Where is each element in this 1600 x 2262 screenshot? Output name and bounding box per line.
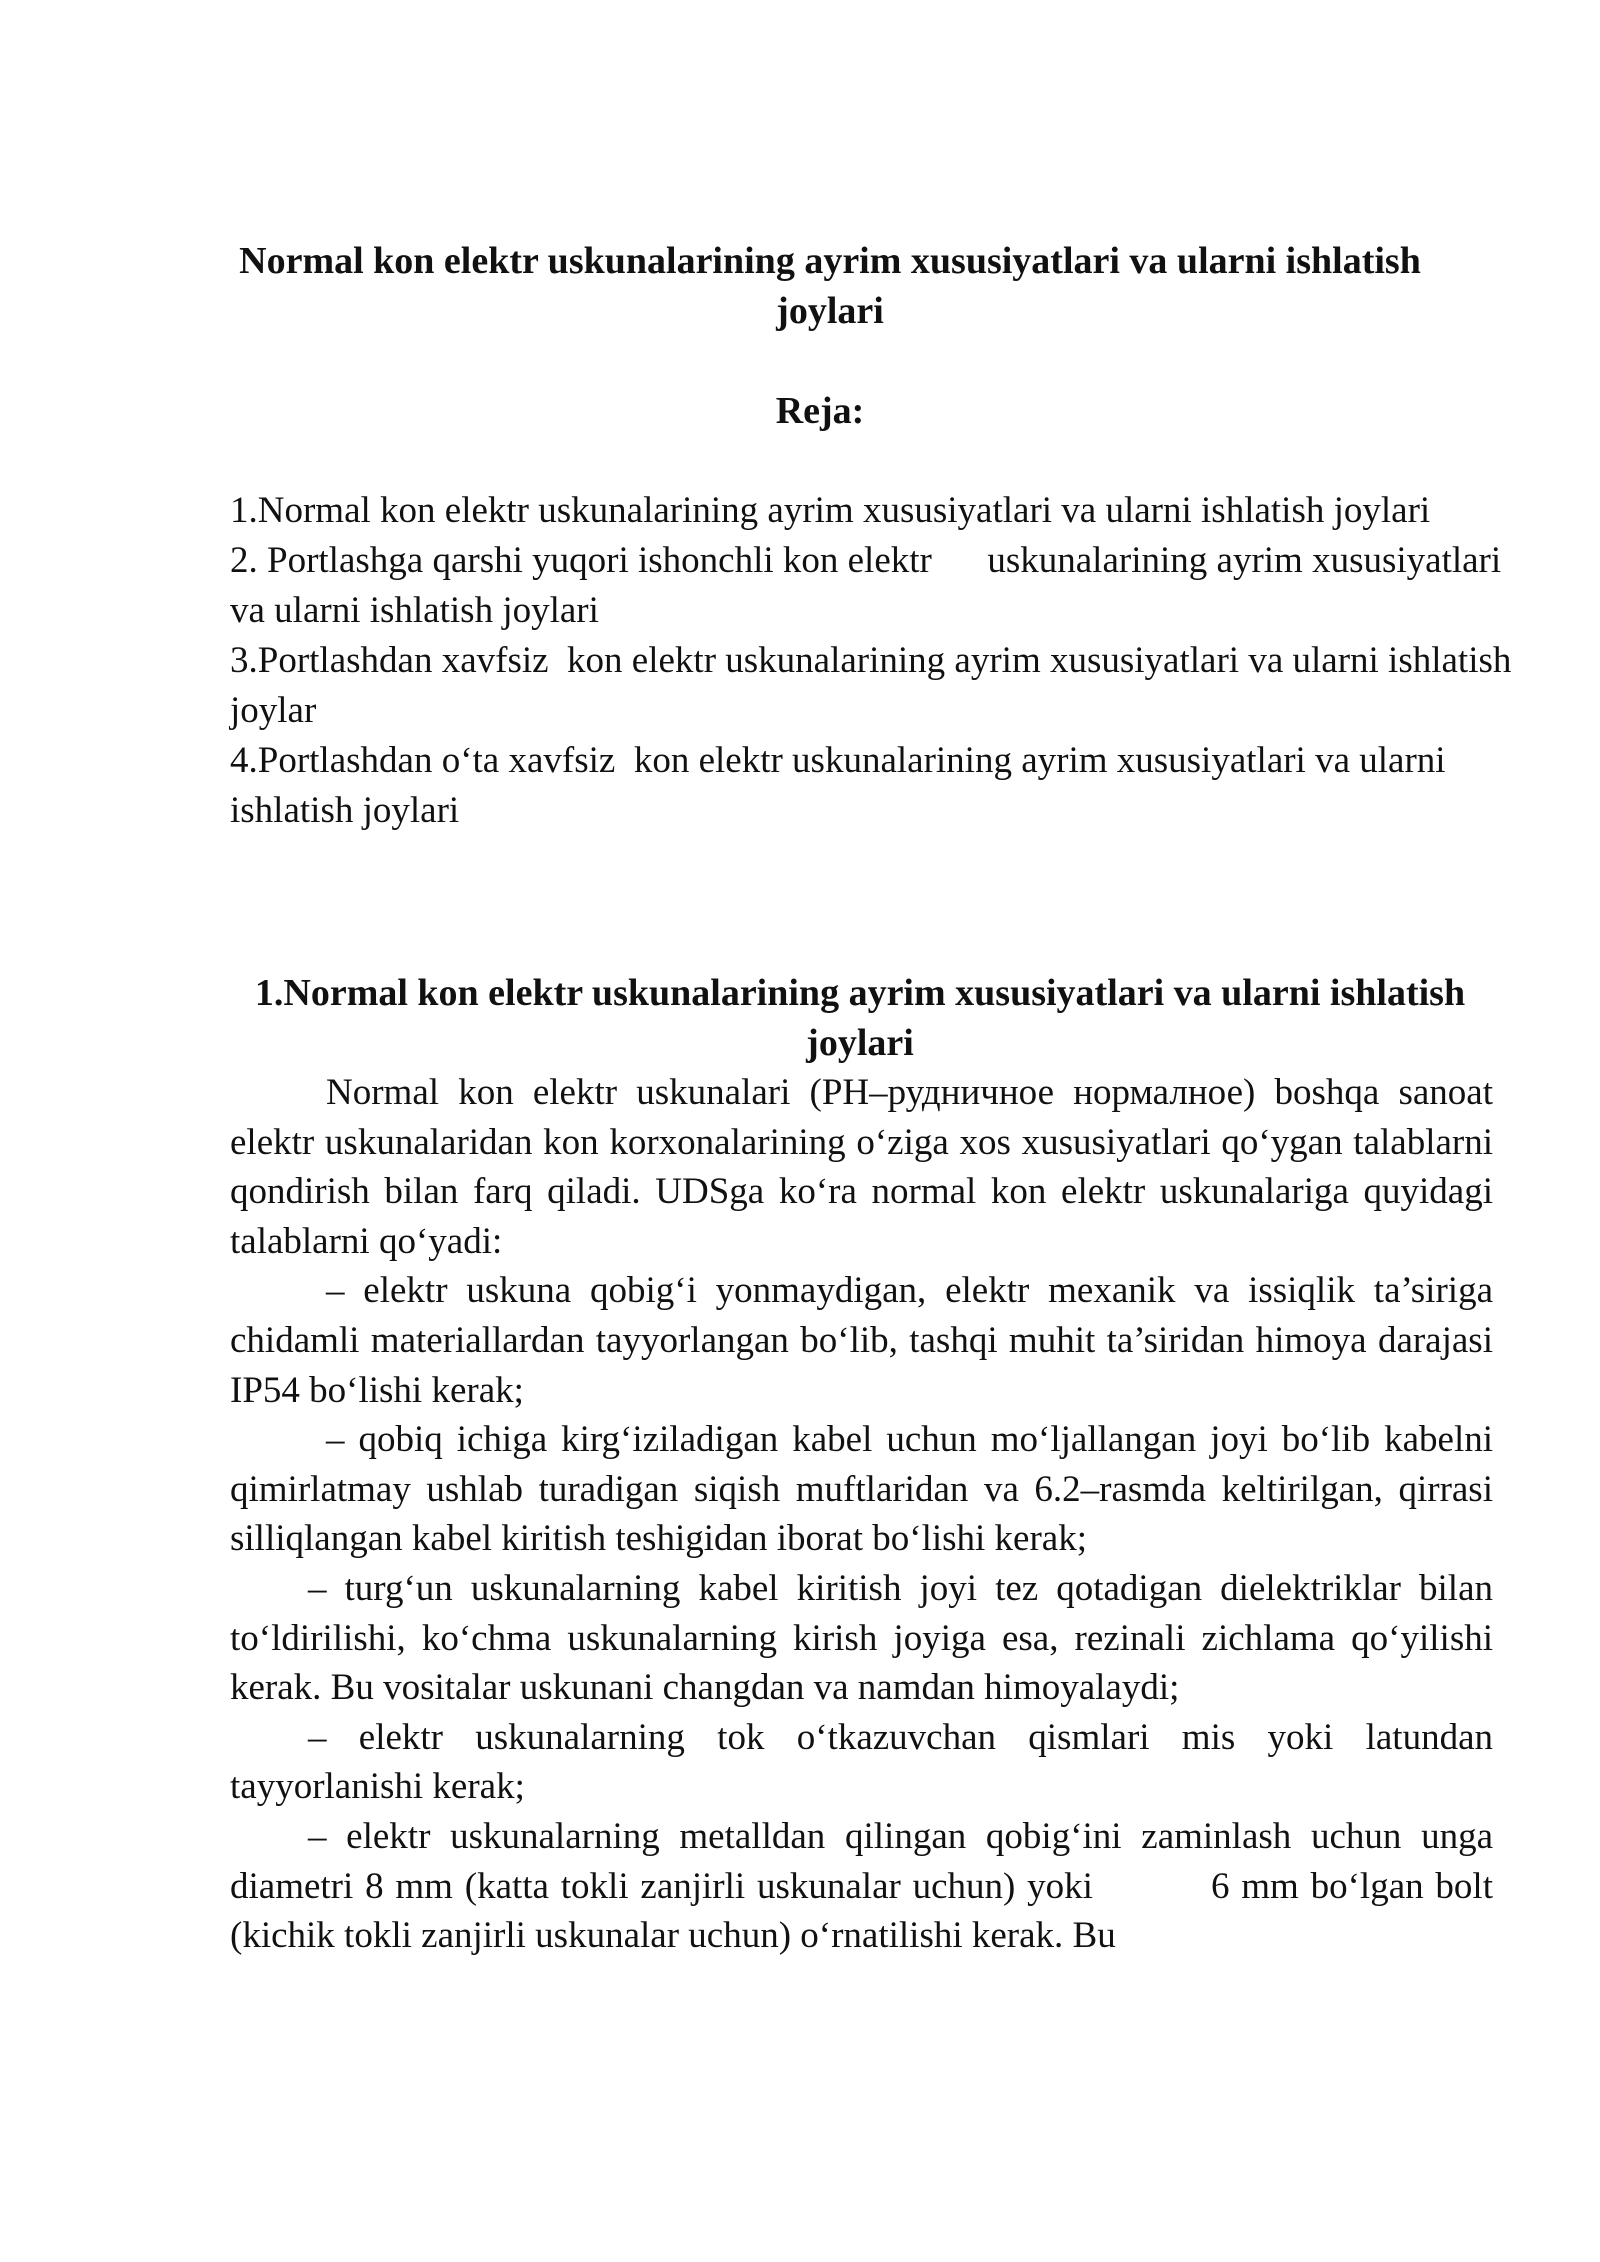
- paragraph: – elektr uskunalarning metalldan qilingan qobig‘ini zaminlash uchun unga diametri 8 mm (katta tokli zanjirli uskunalar uchun) yoki 6 mm bo‘lgan bolt (kichik tokli zanjirli uskunalar uchun) o‘rnatilishi kerak. Bu: [230, 1815, 1503, 1957]
- section-body: [230, 1068, 1503, 1961]
- plan-heading: Reja:: [775, 390, 865, 432]
- paragraph: Normal kon elektr uskunalari (РН–рудничное нормалное) boshqa sanoat elektr uskunalaridan kon korxonalarining o‘ziga xos xususiyatlari qo‘ygan talablarni qondirish bilan farq qiladi. UDSga ko‘ra normal kon elektr uskunalariga quyidagi talablarni qo‘yadi:: [230, 1072, 1493, 1262]
- paragraph: – elektr uskunalarning tok o‘tkazuvchan qismlari mis yoki latundan tayyorlanishi kerak;: [230, 1716, 1493, 1808]
- plan-item: 4.Portlashdan o‘ta xavfsiz kon elektr uskunalarining ayrim xususiyatlari va ularni ishlatish joylari: [230, 740, 1455, 831]
- paragraph: – qobiq ichiga kirg‘iziladigan kabel uchun mo‘ljallangan joyi bo‘lib kabelni qimirlatmay ushlab turadigan siqish muftlaridan va 6.2–rasmda keltirilgan, qirrasi silliqlangan kabel kiritish teshigidan iborat bo‘lishi kerak;: [230, 1419, 1493, 1560]
- plan-item: 2. Portlashga qarshi yuqori ishonchli kon elektr uskunalarining ayrim xususiyatlari va ularni ishlatish joylari: [230, 540, 1511, 631]
- plan-item: 1.Normal kon elektr uskunalarining ayrim xususiyatlari va ularni ishlatish joylari: [230, 490, 1431, 531]
- paragraph: – elektr uskuna qobig‘i yonmaydigan, elektr mexanik va issiqlik ta’siriga chidamli materiallardan tayyorlangan bo‘lib, tashqi muhit ta’siridan himoya darajasi IP54 bo‘lishi kerak;: [230, 1270, 1493, 1411]
- plan-item: 3.Portlashdan xavfsiz kon elektr uskunalarining ayrim xususiyatlari va ularni ishlatish joylar: [230, 640, 1521, 731]
- section-heading: 1.Normal kon elektr uskunalarining ayrim xususiyatlari va ularni ishlatish joylari: [254, 972, 1466, 1064]
- document-title: Normal kon elektr uskunalarining ayrim xususiyatlari va ularni ishlatish joylari: [239, 240, 1421, 332]
- paragraph: – turg‘un uskunalarning kabel kiritish joyi tez qotadigan dielektriklar bilan to‘ldirilishi, ko‘chma uskunalarning kirish joyiga esa, rezinali zichlama qo‘yilishi kerak. Bu vositalar uskunani changdan va namdan himoyalaydi;: [230, 1567, 1493, 1709]
- plan-list: [230, 486, 1520, 836]
